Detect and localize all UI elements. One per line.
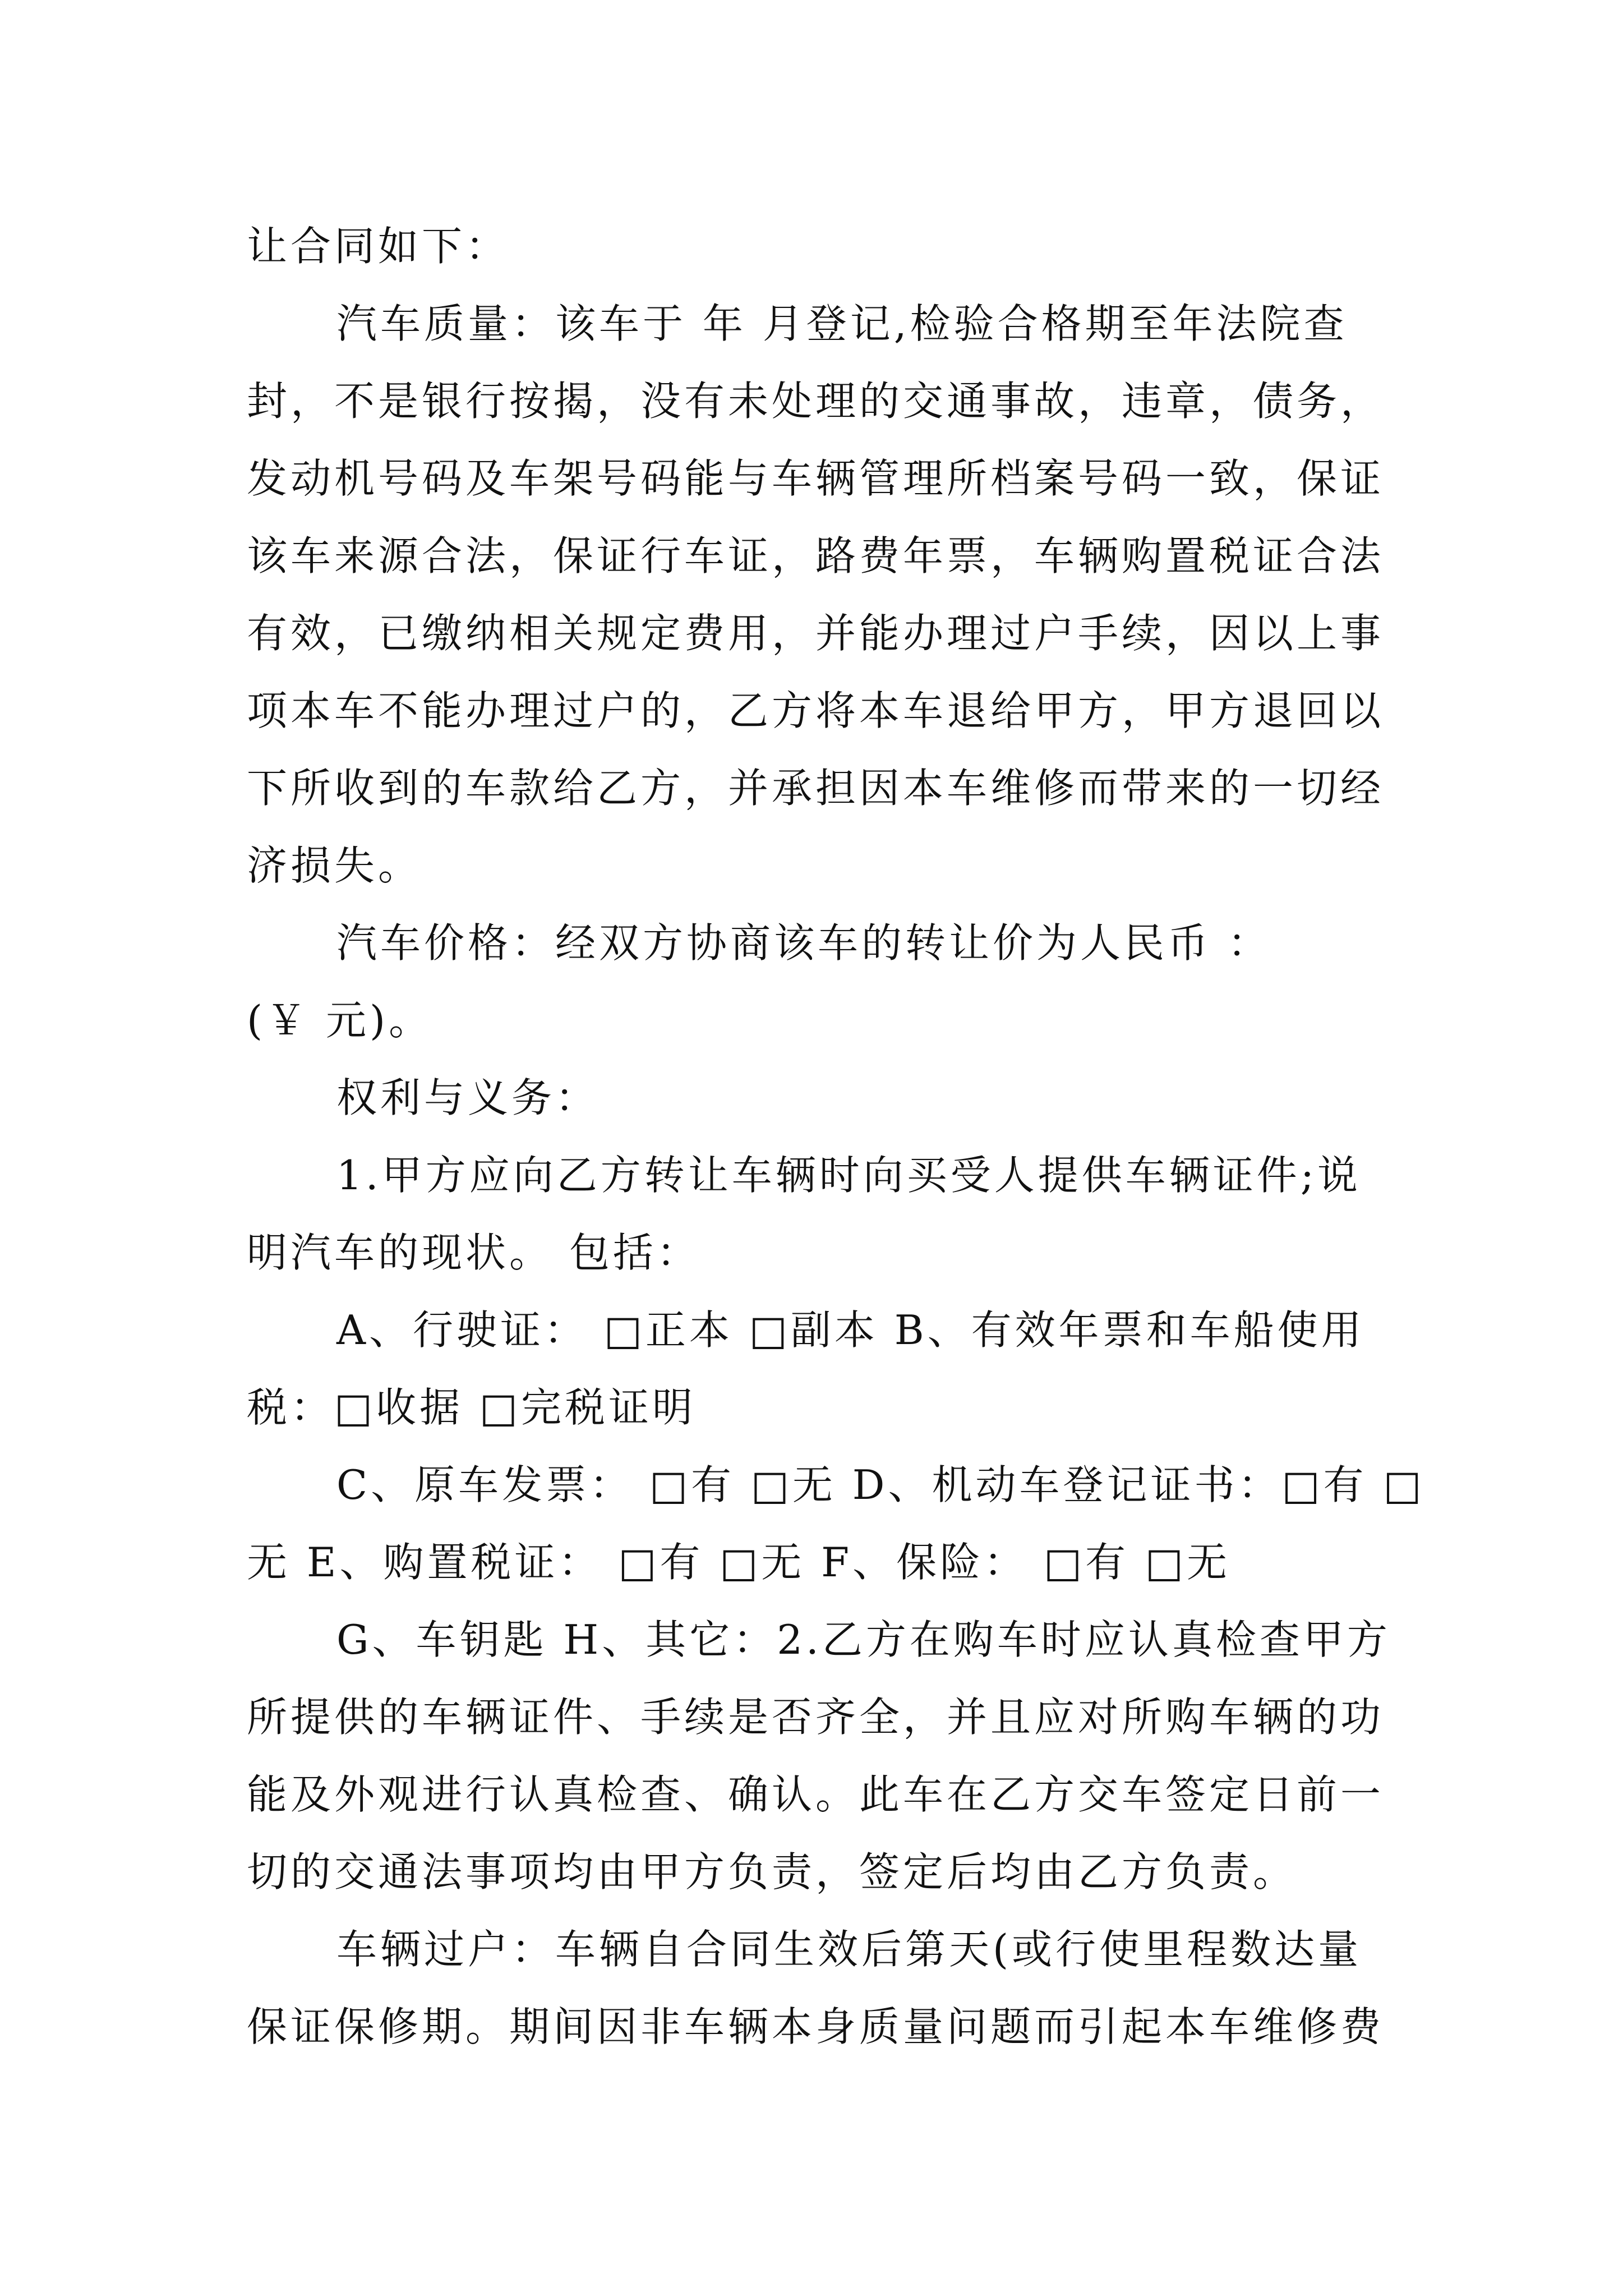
text-line: 汽车价格：经双方协商该车的转让价为人民币 ：: [336, 919, 1271, 967]
text-line: 能及外观进行认真检查、确认。此车在乙方交车签定日前一: [247, 1771, 1385, 1818]
text-line: (￥ 元)。: [247, 997, 433, 1044]
text-line: 税：□收据 □完税证明: [247, 1384, 696, 1431]
text-line: 有效，已缴纳相关规定费用，并能办理过户手续，因以上事: [247, 610, 1385, 657]
text-line: 权利与义务：: [336, 1074, 600, 1121]
text-line: 该车来源合法，保证行车证，路费年票，车辆购置税证合法: [247, 532, 1385, 579]
text-line: 所提供的车辆证件、手续是否齐全，并且应对所购车辆的功: [247, 1694, 1385, 1741]
text-line: 项本车不能办理过户的，乙方将本车退给甲方，甲方退回以: [247, 687, 1385, 734]
text-line: 保证保修期。期间因非车辆本身质量问题而引起本车维修费: [247, 2003, 1385, 2050]
text-line: A、行驶证： □正本 □副本 B、有效年票和车船使用: [336, 1306, 1365, 1354]
text-line: 让合同如下：: [247, 223, 510, 270]
text-line: C、原车发票： □有 □无 D、机动车登记证书：□有 □: [336, 1461, 1425, 1508]
text-line: 下所收到的车款给乙方，并承担因本车维修而带来的一切经: [247, 765, 1385, 812]
text-line: 汽车质量：该车于 年 月登记,检验合格期至年法院查: [336, 300, 1348, 347]
text-line: 明汽车的现状。 包括：: [247, 1229, 700, 1276]
text-line: 1.甲方应向乙方转让车辆时向买受人提供车辆证件;说: [336, 1152, 1361, 1199]
text-line: G、车钥匙 H、其它：2.乙方在购车时应认真检查甲方: [336, 1616, 1391, 1663]
text-line: 切的交通法事项均由甲方负责，签定后均由乙方负责。: [247, 1848, 1297, 1895]
text-line: 济损失。: [247, 842, 422, 889]
text-line: 封，不是银行按揭，没有未处理的交通事故，违章，债务，: [247, 378, 1385, 425]
text-line: 无 E、购置税证： □有 □无 F、保险： □有 □无: [247, 1539, 1230, 1586]
contract-body: [247, 208, 1425, 2065]
text-line: 发动机号码及车架号码能与车辆管理所档案号码一致，保证: [247, 455, 1385, 502]
text-line: 车辆过户：车辆自合同生效后第天(或行使里程数达量: [336, 1926, 1362, 1973]
